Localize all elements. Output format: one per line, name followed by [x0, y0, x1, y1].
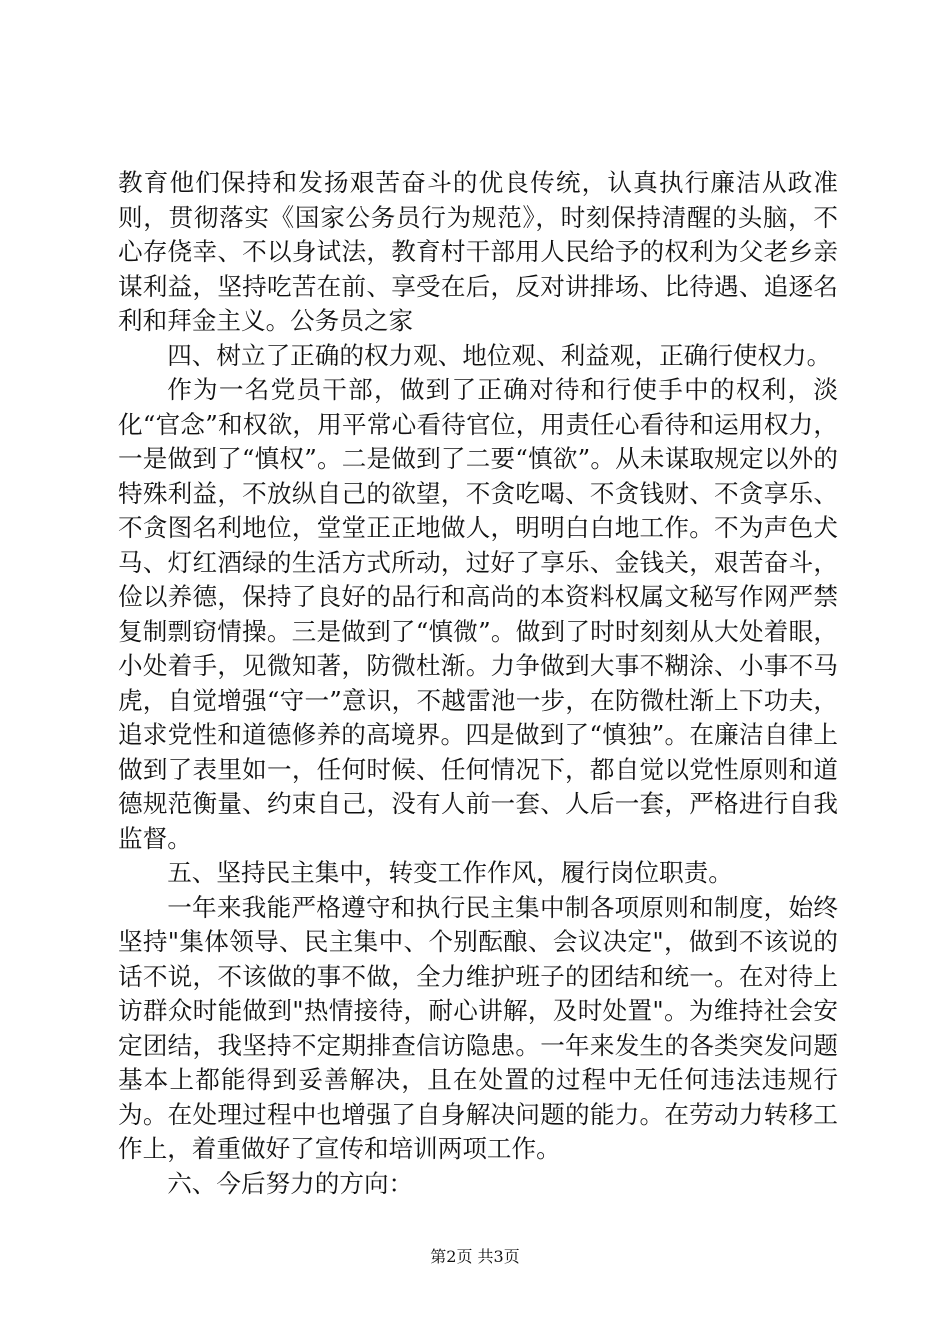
paragraph-3: 作为一名党员干部，做到了正确对待和行使手中的权利，淡化“官念”和权欲，用平常心看待官位，用责任心看待和运用权力，一是做到了“慎权”。二是做到了二要“慎欲”。从未谋取规定以外的特殊利益，不放纵自己的欲望，不贪吃喝、不贪钱财、不贪享乐、不贪图名利地位，堂堂正正地做人，明明白白地工作。不为声色犬马、灯红酒绿的生活方式所动，过好了享乐、金钱关，艰苦奋斗，俭以养德，保持了良好的品行和高尚的本资料权属文秘写作网严禁复制剽窃情操。三是做到了“慎微”。做到了时时刻刻从大处着眼，小处着手，见微知著，防微杜渐。力争做到大事不糊涂、小事不马虎，自觉增强“守一”意识，不越雷池一步，在防微杜渐上下功夫，追求党性和道德修养的高境界。四是做到了“慎独”。在廉洁自律上做到了表里如一，任何时候、任何情况下，都自觉以党性原则和道德规范衡量、约束自己，没有人前一套、人后一套，严格进行自我监督。 [118, 375, 838, 853]
paragraph-section-4-heading: 四、树立了正确的权力观、地位观、利益观，正确行使权力。 [167, 340, 832, 370]
paragraph-section-6-heading: 六、今后努力的方向： [167, 1168, 414, 1198]
document-body [118, 166, 838, 1201]
paragraph-5: 一年来我能严格遵守和执行民主集中制各项原则和制度，始终坚持"集体领导、民主集中、个别酝酿、会议决定"，做到不该说的话不说，不该做的事不做，全力维护班子的团结和统一。在对待上访群众时能做到"热情接待，耐心讲解，及时处置"。为维持社会安定团结，我坚持不定期排查信访隐患。一年来发生的各类突发问题基本上都能得到妥善解决，且在处置的过程中无任何违法违规行为。在处理过程中也增强了自身解决问题的能力。在劳动力转移工作上，着重做好了宣传和培训两项工作。 [118, 892, 838, 1163]
paragraph-section-5-heading: 五、坚持民主集中，转变工作作风，履行岗位职责。 [167, 858, 733, 887]
page-footer: 第2页 共3页 [430, 1247, 520, 1266]
paragraph-1: 教育他们保持和发扬艰苦奋斗的优良传统，认真执行廉洁从政准则，贯彻落实《国家公务员行为规范》，时刻保持清醒的头脑，不心存侥幸、不以身试法，教育村干部用人民给予的权利为父老乡亲谋利益，坚持吃苦在前、享受在后，反对讲排场、比待遇、追逐名利和拜金主义。公务员之家 [118, 168, 838, 335]
